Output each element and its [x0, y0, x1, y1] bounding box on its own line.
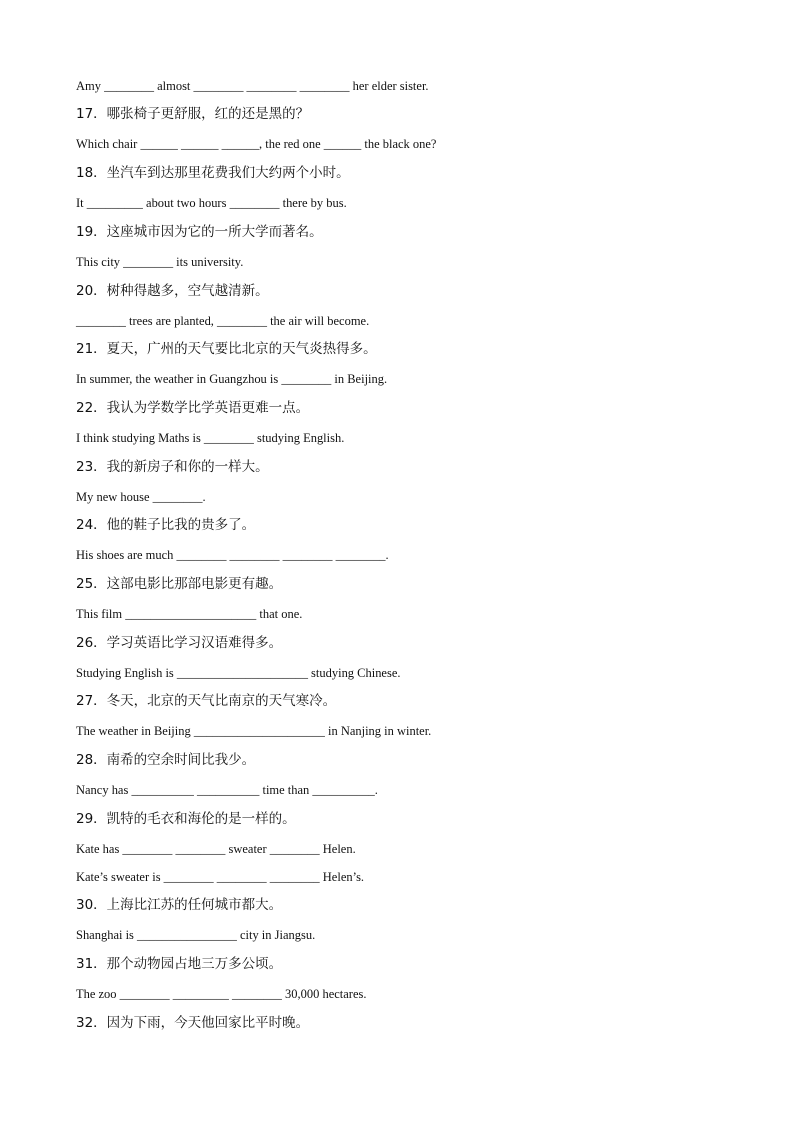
question-25: 25．这部电影比那部电影更有趣。	[76, 576, 283, 592]
question-18: 18．坐汽车到达那里花费我们大约两个小时。	[76, 165, 350, 181]
answer-line-25: This film _____________________ that one.	[76, 606, 303, 621]
question-29: 29．凯特的毛衣和海伦的是一样的。	[76, 811, 296, 827]
question-21: 21．夏天，广州的天气要比北京的天气炎热得多。	[76, 341, 377, 357]
answer-line-17: Which chair ______ ______ ______, the red one ______ the black one?	[76, 136, 437, 151]
question-27: 27．冬天，北京的天气比南京的天气寒冷。	[76, 693, 337, 709]
question-28: 28．南希的空余时间比我少。	[76, 752, 256, 768]
question-22: 22．我认为学数学比学英语更难一点。	[76, 400, 310, 416]
question-32: 32．因为下雨，今天他回家比平时晚。	[76, 1015, 310, 1031]
answer-line-27: The weather in Beijing _____________________ in Nanjing in winter.	[76, 723, 432, 738]
answer-line-22: I think studying Maths is ________ studying English.	[76, 430, 345, 445]
answer-line-23: My new house ________.	[76, 489, 206, 504]
question-19: 19．这座城市因为它的一所大学而著名。	[76, 224, 323, 240]
question-20: 20．树种得越多，空气越清新。	[76, 283, 269, 299]
answer-line-29a: Kate has ________ ________ sweater ________ Helen.	[76, 841, 356, 856]
answer-line-20: ________ trees are planted, ________ the air will become.	[76, 313, 370, 328]
answer-line-30: Shanghai is ________________ city in Jiangsu.	[76, 927, 316, 942]
answer-line-16: Amy ________ almost ________ ________ ________ her elder sister.	[76, 78, 429, 93]
question-23: 23．我的新房子和你的一样大。	[76, 459, 269, 475]
question-17: 17．哪张椅子更舒服，红的还是黑的？	[76, 106, 310, 122]
question-24: 24．他的鞋子比我的贵多了。	[76, 517, 256, 533]
answer-line-21: In summer, the weather in Guangzhou is ________ in Beijing.	[76, 371, 388, 386]
answer-line-18: It _________ about two hours ________ there by bus.	[76, 195, 347, 210]
answer-line-26: Studying English is _____________________ studying Chinese.	[76, 665, 401, 680]
answer-line-29b: Kate’s sweater is ________ ________ ________ Helen’s.	[76, 869, 365, 884]
question-31: 31．那个动物园占地三万多公顷。	[76, 956, 283, 972]
question-30: 30．上海比江苏的任何城市都大。	[76, 897, 283, 913]
answer-line-24: His shoes are much ________ ________ ________ ________.	[76, 547, 389, 562]
question-26: 26．学习英语比学习汉语难得多。	[76, 635, 283, 651]
answer-line-28: Nancy has __________ __________ time than __________.	[76, 782, 378, 797]
answer-line-19: This city ________ its university.	[76, 254, 244, 269]
answer-line-31: The zoo ________ _________ ________ 30,000 hectares.	[76, 986, 367, 1001]
